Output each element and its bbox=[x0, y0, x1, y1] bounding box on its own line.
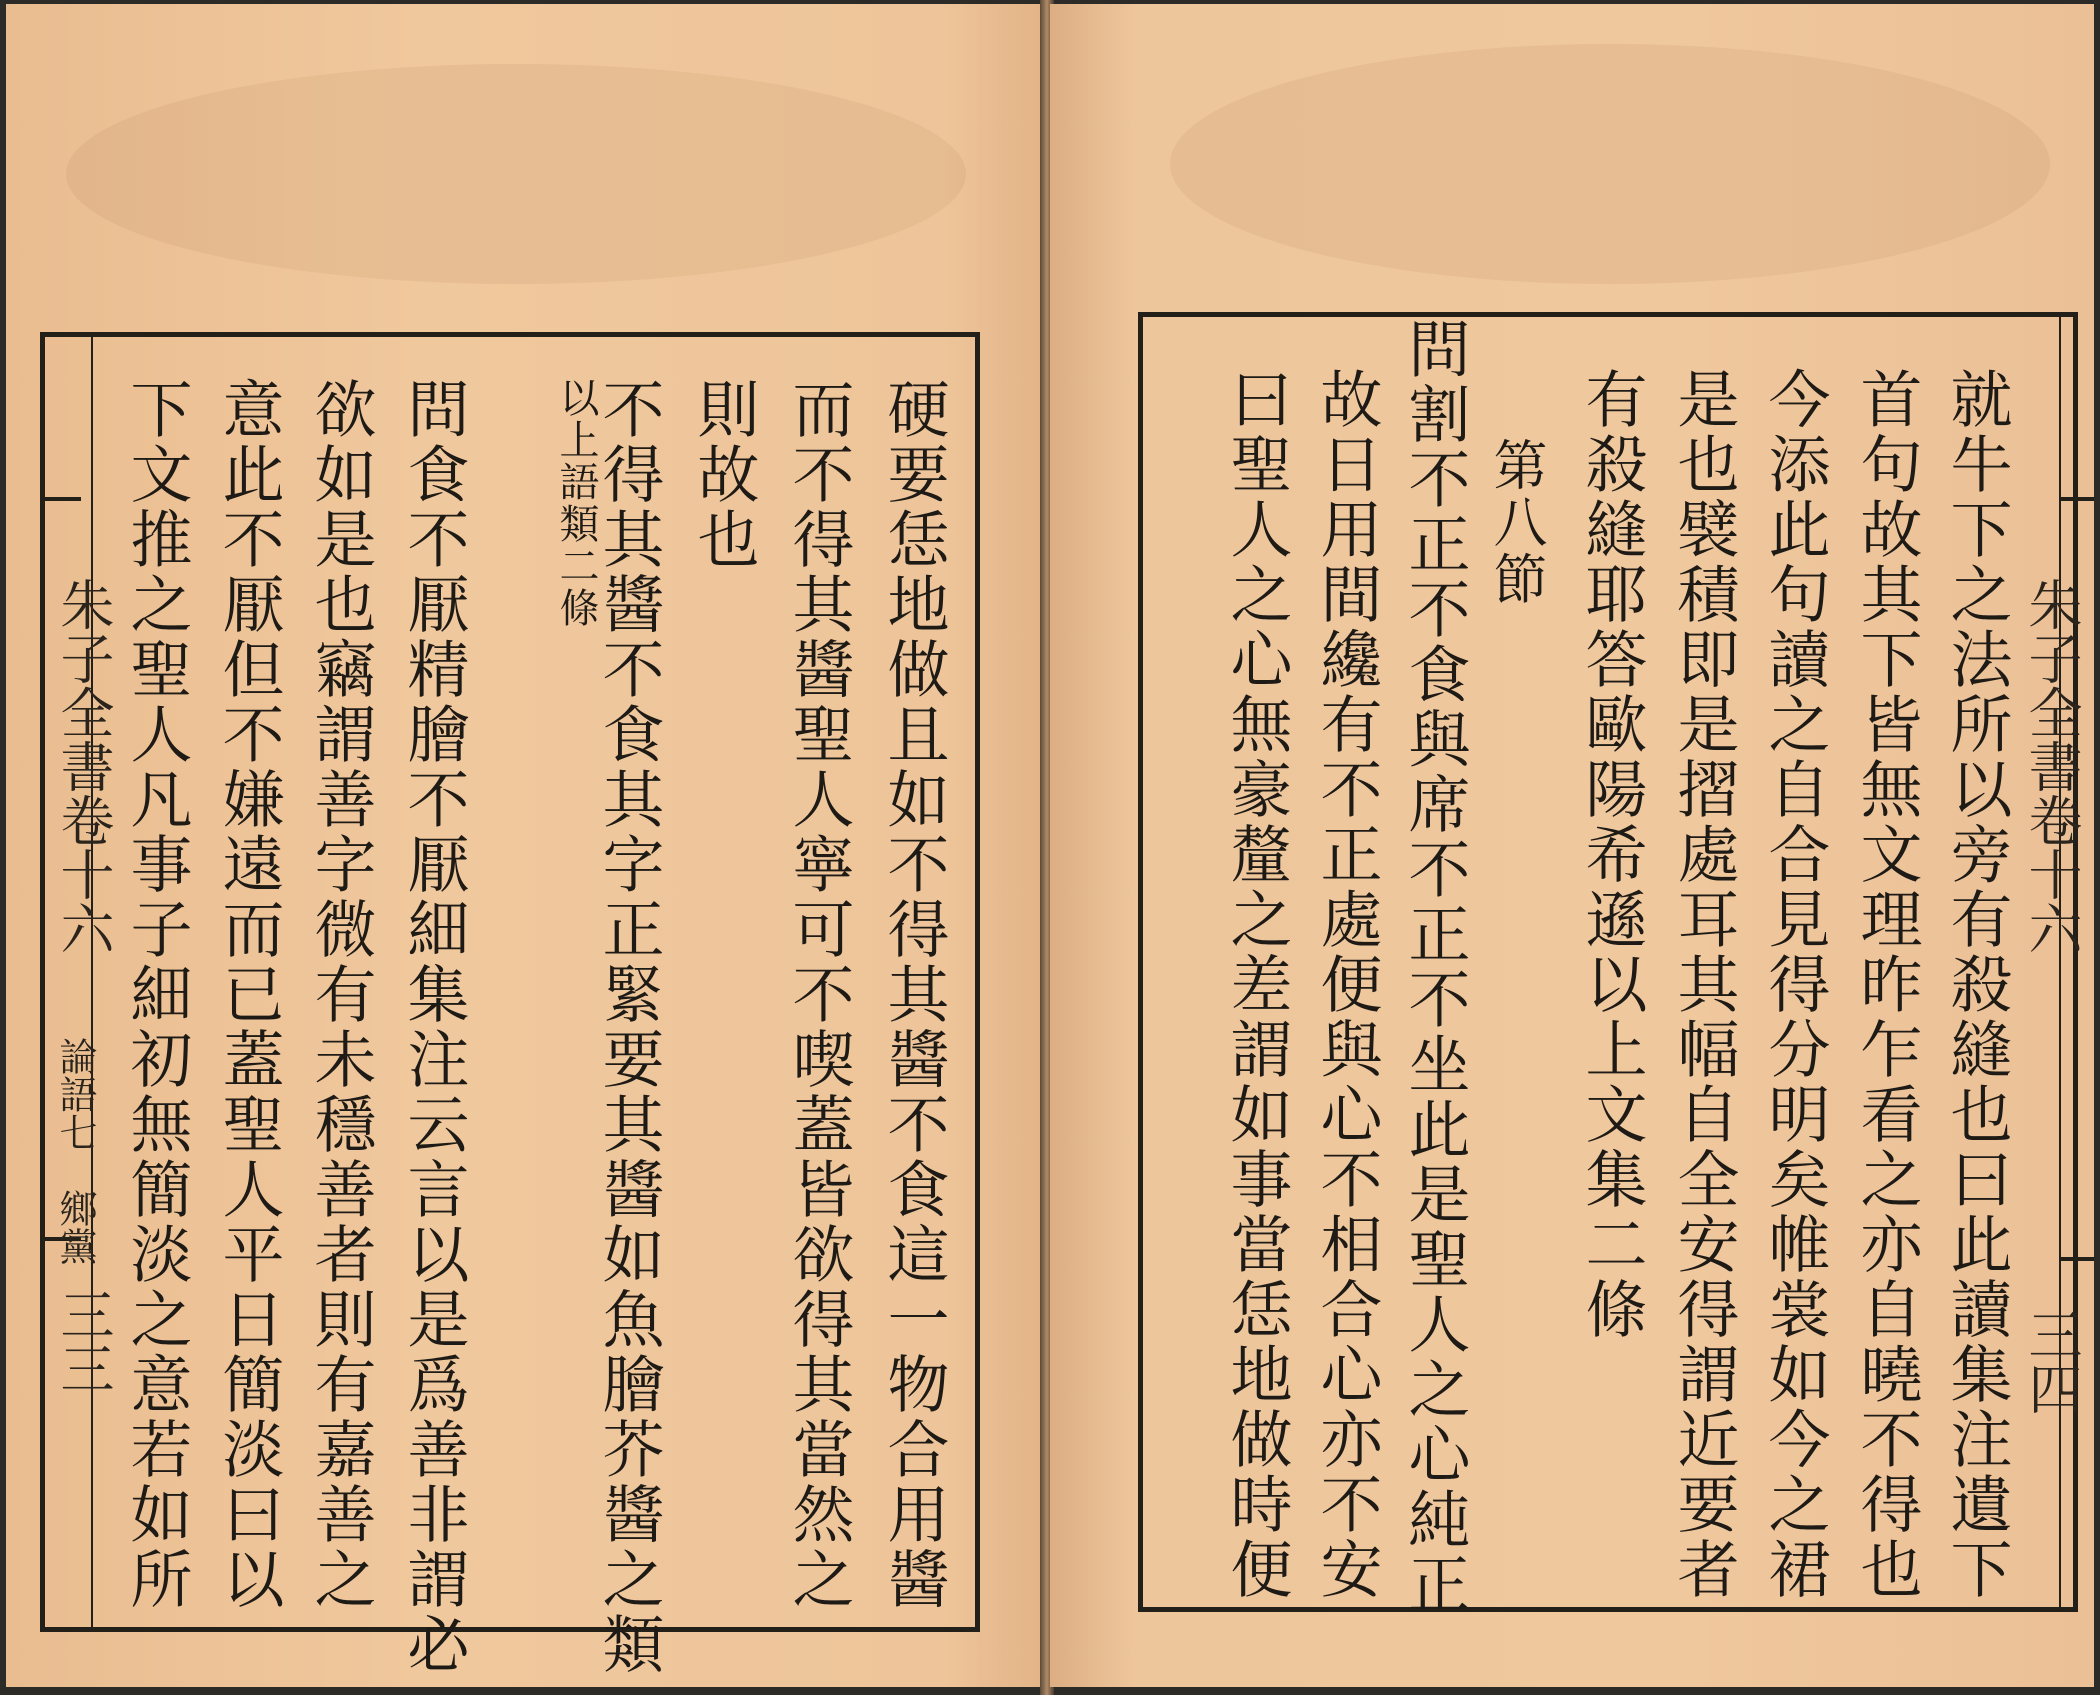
text-column: 是也襞積即是摺處耳其幅自全安得謂近要者 bbox=[1667, 367, 1740, 1602]
centre-title: 朱子全書卷十六 bbox=[2020, 577, 2083, 955]
fish-tail-mark bbox=[45, 497, 81, 501]
text-column: 曰聖人之心無豪釐之差謂如事當恁地做時便 bbox=[1220, 367, 1293, 1602]
folio-number: 三四 bbox=[2020, 1307, 2083, 1415]
text-column: 首句故其下皆無文理昨乍看之亦自曉不得也 bbox=[1850, 367, 1923, 1602]
left-print-frame bbox=[40, 332, 980, 1677]
paper-stain bbox=[1170, 44, 2050, 284]
text-column: 意此不厭但不嫌遠而已蓋聖人平日簡淡曰以 bbox=[212, 377, 285, 1612]
source-note: 以上語類二條 bbox=[553, 377, 599, 629]
paper-stain bbox=[66, 64, 966, 284]
section-heading: 第八節 bbox=[1485, 437, 1548, 608]
fish-tail-mark bbox=[2059, 497, 2094, 501]
centre-title: 朱子全書卷十六 bbox=[52, 577, 115, 955]
left-page bbox=[6, 4, 1046, 1687]
text-column: 欲如是也竊謂善字微有未穩善者則有嘉善之 bbox=[304, 377, 377, 1612]
text-column: 下文推之聖人凡事子細初無簡淡之意若如所 bbox=[120, 377, 193, 1612]
text-column: 硬要恁地做且如不得其醬不食這一物合用醬 bbox=[877, 377, 950, 1612]
text-column: 就牛下之法所以旁有殺縫也曰此讀集注遺下 bbox=[1940, 367, 2013, 1602]
right-page bbox=[1050, 4, 2094, 1687]
text-column: 有殺縫耶答歐陽希遜以上文集二條 bbox=[1575, 367, 1648, 1342]
text-column: 而不得其醬聖人寧可不喫蓋皆欲得其當然之 bbox=[782, 377, 855, 1612]
text-column: 不得其醬不食其字正緊要其醬如魚膾芥醬之類 bbox=[592, 377, 665, 1677]
text-column: 故日用間纔有不正處便與心不相合心亦不安 bbox=[1310, 367, 1383, 1602]
text-column: 今添此句讀之自合見得分明矣帷裳如今之裙 bbox=[1758, 367, 1831, 1602]
text-column: 則故也 bbox=[687, 377, 760, 572]
right-print-frame bbox=[1138, 312, 2083, 1617]
fish-tail-mark bbox=[2059, 1257, 2094, 1261]
text-column: 問食不厭精膾不厭細集注云言以是爲善非謂必 bbox=[397, 377, 470, 1677]
centre-subtitle: 論語七 鄉黨 bbox=[53, 1037, 97, 1265]
centre-fold-line bbox=[91, 337, 93, 1627]
folio-number: 三三 bbox=[52, 1287, 115, 1395]
text-column: 問割不正不食與席不正不坐此是聖人之心純正 bbox=[1398, 317, 1471, 1617]
